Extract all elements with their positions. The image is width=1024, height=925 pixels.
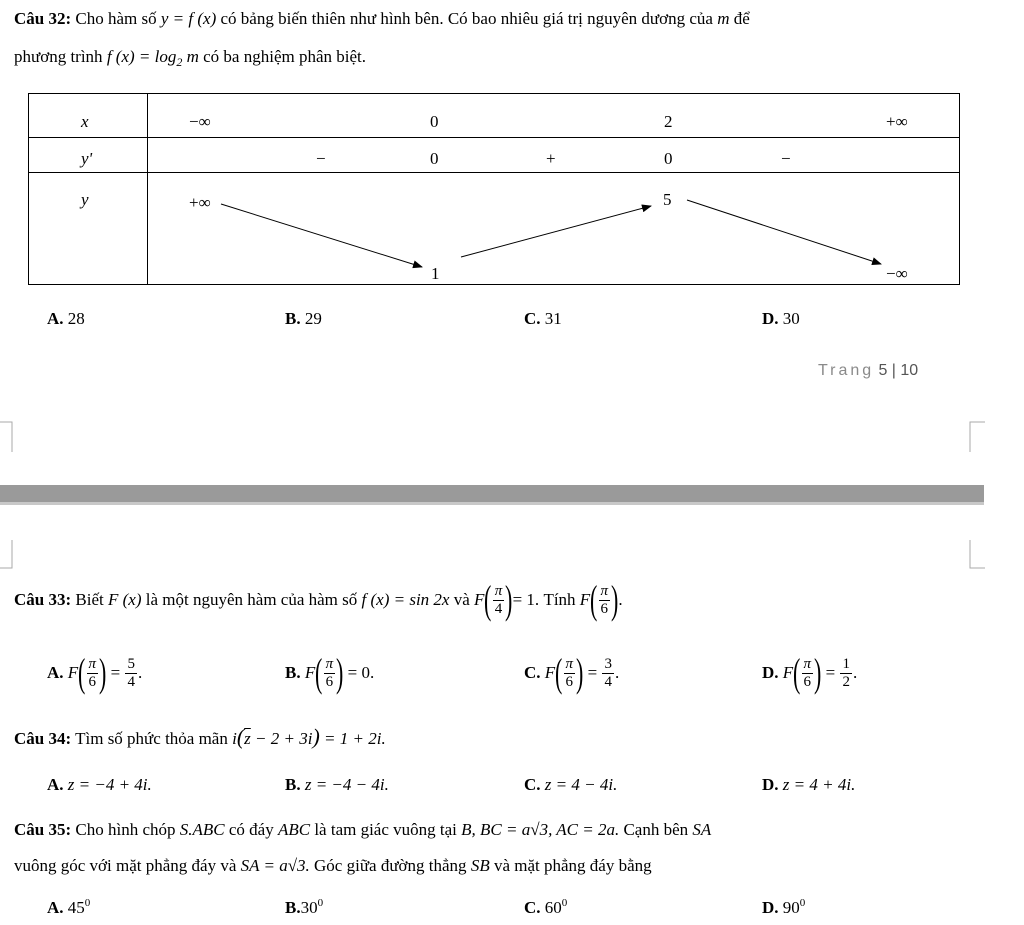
q35-option-c[interactable]: C. $60^0$ xyxy=(524,897,568,917)
row-label-x: x xyxy=(81,112,89,131)
variation-arrows xyxy=(29,94,959,284)
sign: 0 xyxy=(664,149,673,168)
variation-table xyxy=(28,93,960,285)
x-val: 2 xyxy=(664,112,673,131)
y-val: 5 xyxy=(663,190,672,209)
q35-option-d[interactable]: D. $90^0$ xyxy=(762,897,806,917)
q32-line2: phương trình f $(x) = \log_2 m$ có ba nghiệm phân biệt. xyxy=(14,47,367,69)
q34-option-b[interactable]: B. z = −4 − 4i. xyxy=(285,775,389,794)
y-val: −∞ xyxy=(886,264,908,283)
q35-option-a[interactable]: A. $45^0$ xyxy=(47,897,91,917)
sign: + xyxy=(546,149,556,168)
q32-label: Câu 32: xyxy=(14,9,72,28)
q33-option-d[interactable]: D. F ( $\frac{\pi}{6}$ ) = $\frac{1}{2}$ . xyxy=(762,650,858,695)
q32-line1: Câu 32: Cho hàm số y = f (x) có bảng biến thiên như hình bên. Có bao nhiêu giá trị nguyên dương của m để xyxy=(14,9,750,28)
q33-label: Câu 33: xyxy=(14,590,72,609)
q33-option-c[interactable]: C. F ( $\frac{\pi}{6}$ ) = $\frac{3}{4}$ . xyxy=(524,650,620,695)
q35-line1: Câu 35: Cho hình chóp S.ABC có đáy ABC là tam giác vuông tại B, BC = a√3, AC = 2a. Cạnh bên SA xyxy=(14,820,712,839)
page-number: 5 | 10 xyxy=(878,362,919,379)
q33-line: Câu 33: Biết F (x) là một nguyên hàm của hàm số f (x) = sin 2x và F ( $\frac{\pi}{4}$ ) = 1. Tính F ( $\frac{\pi}{6}$ ) . xyxy=(14,577,623,622)
arrow-up xyxy=(461,206,651,257)
q35-line2: vuông góc với mặt phẳng đáy và SA = a√3. Góc giữa đường thẳng SB và mặt phẳng đáy bằng xyxy=(14,856,652,875)
y-val: +∞ xyxy=(189,193,211,212)
page-footer: Trang 5 | 10 xyxy=(818,362,919,379)
sign: − xyxy=(781,149,791,168)
q32-option-b[interactable]: B. 29 xyxy=(285,309,322,328)
q34-option-c[interactable]: C. z = 4 − 4i. xyxy=(524,775,618,794)
sign: − xyxy=(316,149,326,168)
q35-label: Câu 35: xyxy=(14,820,72,839)
q34-label: Câu 34: xyxy=(14,729,72,748)
x-val: −∞ xyxy=(189,112,211,131)
page-separator xyxy=(0,485,984,502)
q32-option-a[interactable]: A. 28 xyxy=(47,309,85,328)
q34-option-d[interactable]: D. z = 4 + 4i. xyxy=(762,775,856,794)
q32-option-c[interactable]: C. 31 xyxy=(524,309,562,328)
q33-option-a[interactable]: A. F ( $\frac{\pi}{6}$ ) = $\frac{5}{4}$ . xyxy=(47,650,143,695)
q32-option-d[interactable]: D. 30 xyxy=(762,309,800,328)
q32-equation: f $(x) = \log_2 m$ xyxy=(106,47,199,69)
arrow-down xyxy=(687,200,881,264)
q34-option-a[interactable]: A. z = −4 + 4i. xyxy=(47,775,152,794)
q33-option-b[interactable]: B. F ( $\frac{\pi}{6}$ ) = 0. xyxy=(285,650,375,695)
x-val: 0 xyxy=(430,112,439,131)
y-val: 1 xyxy=(431,264,440,283)
q34-equation: $i(\overline{z} - 2 + 3i) = 1 + 2i$. xyxy=(232,724,386,749)
q35-option-b[interactable]: $B.30^0$ xyxy=(285,897,324,917)
page-separator-shadow xyxy=(0,502,984,505)
q32-function-def: y = f (x) xyxy=(160,9,217,28)
row-label-y: y xyxy=(81,190,89,209)
row-label-yprime: y' xyxy=(81,149,93,168)
q34-line: Câu 34: Tìm số phức thỏa mãn $i(\overline{z} - 2 + 3i) = 1 + 2i$. xyxy=(14,724,386,749)
sign: 0 xyxy=(430,149,439,168)
arrow-down xyxy=(221,204,422,267)
x-val: +∞ xyxy=(886,112,908,131)
